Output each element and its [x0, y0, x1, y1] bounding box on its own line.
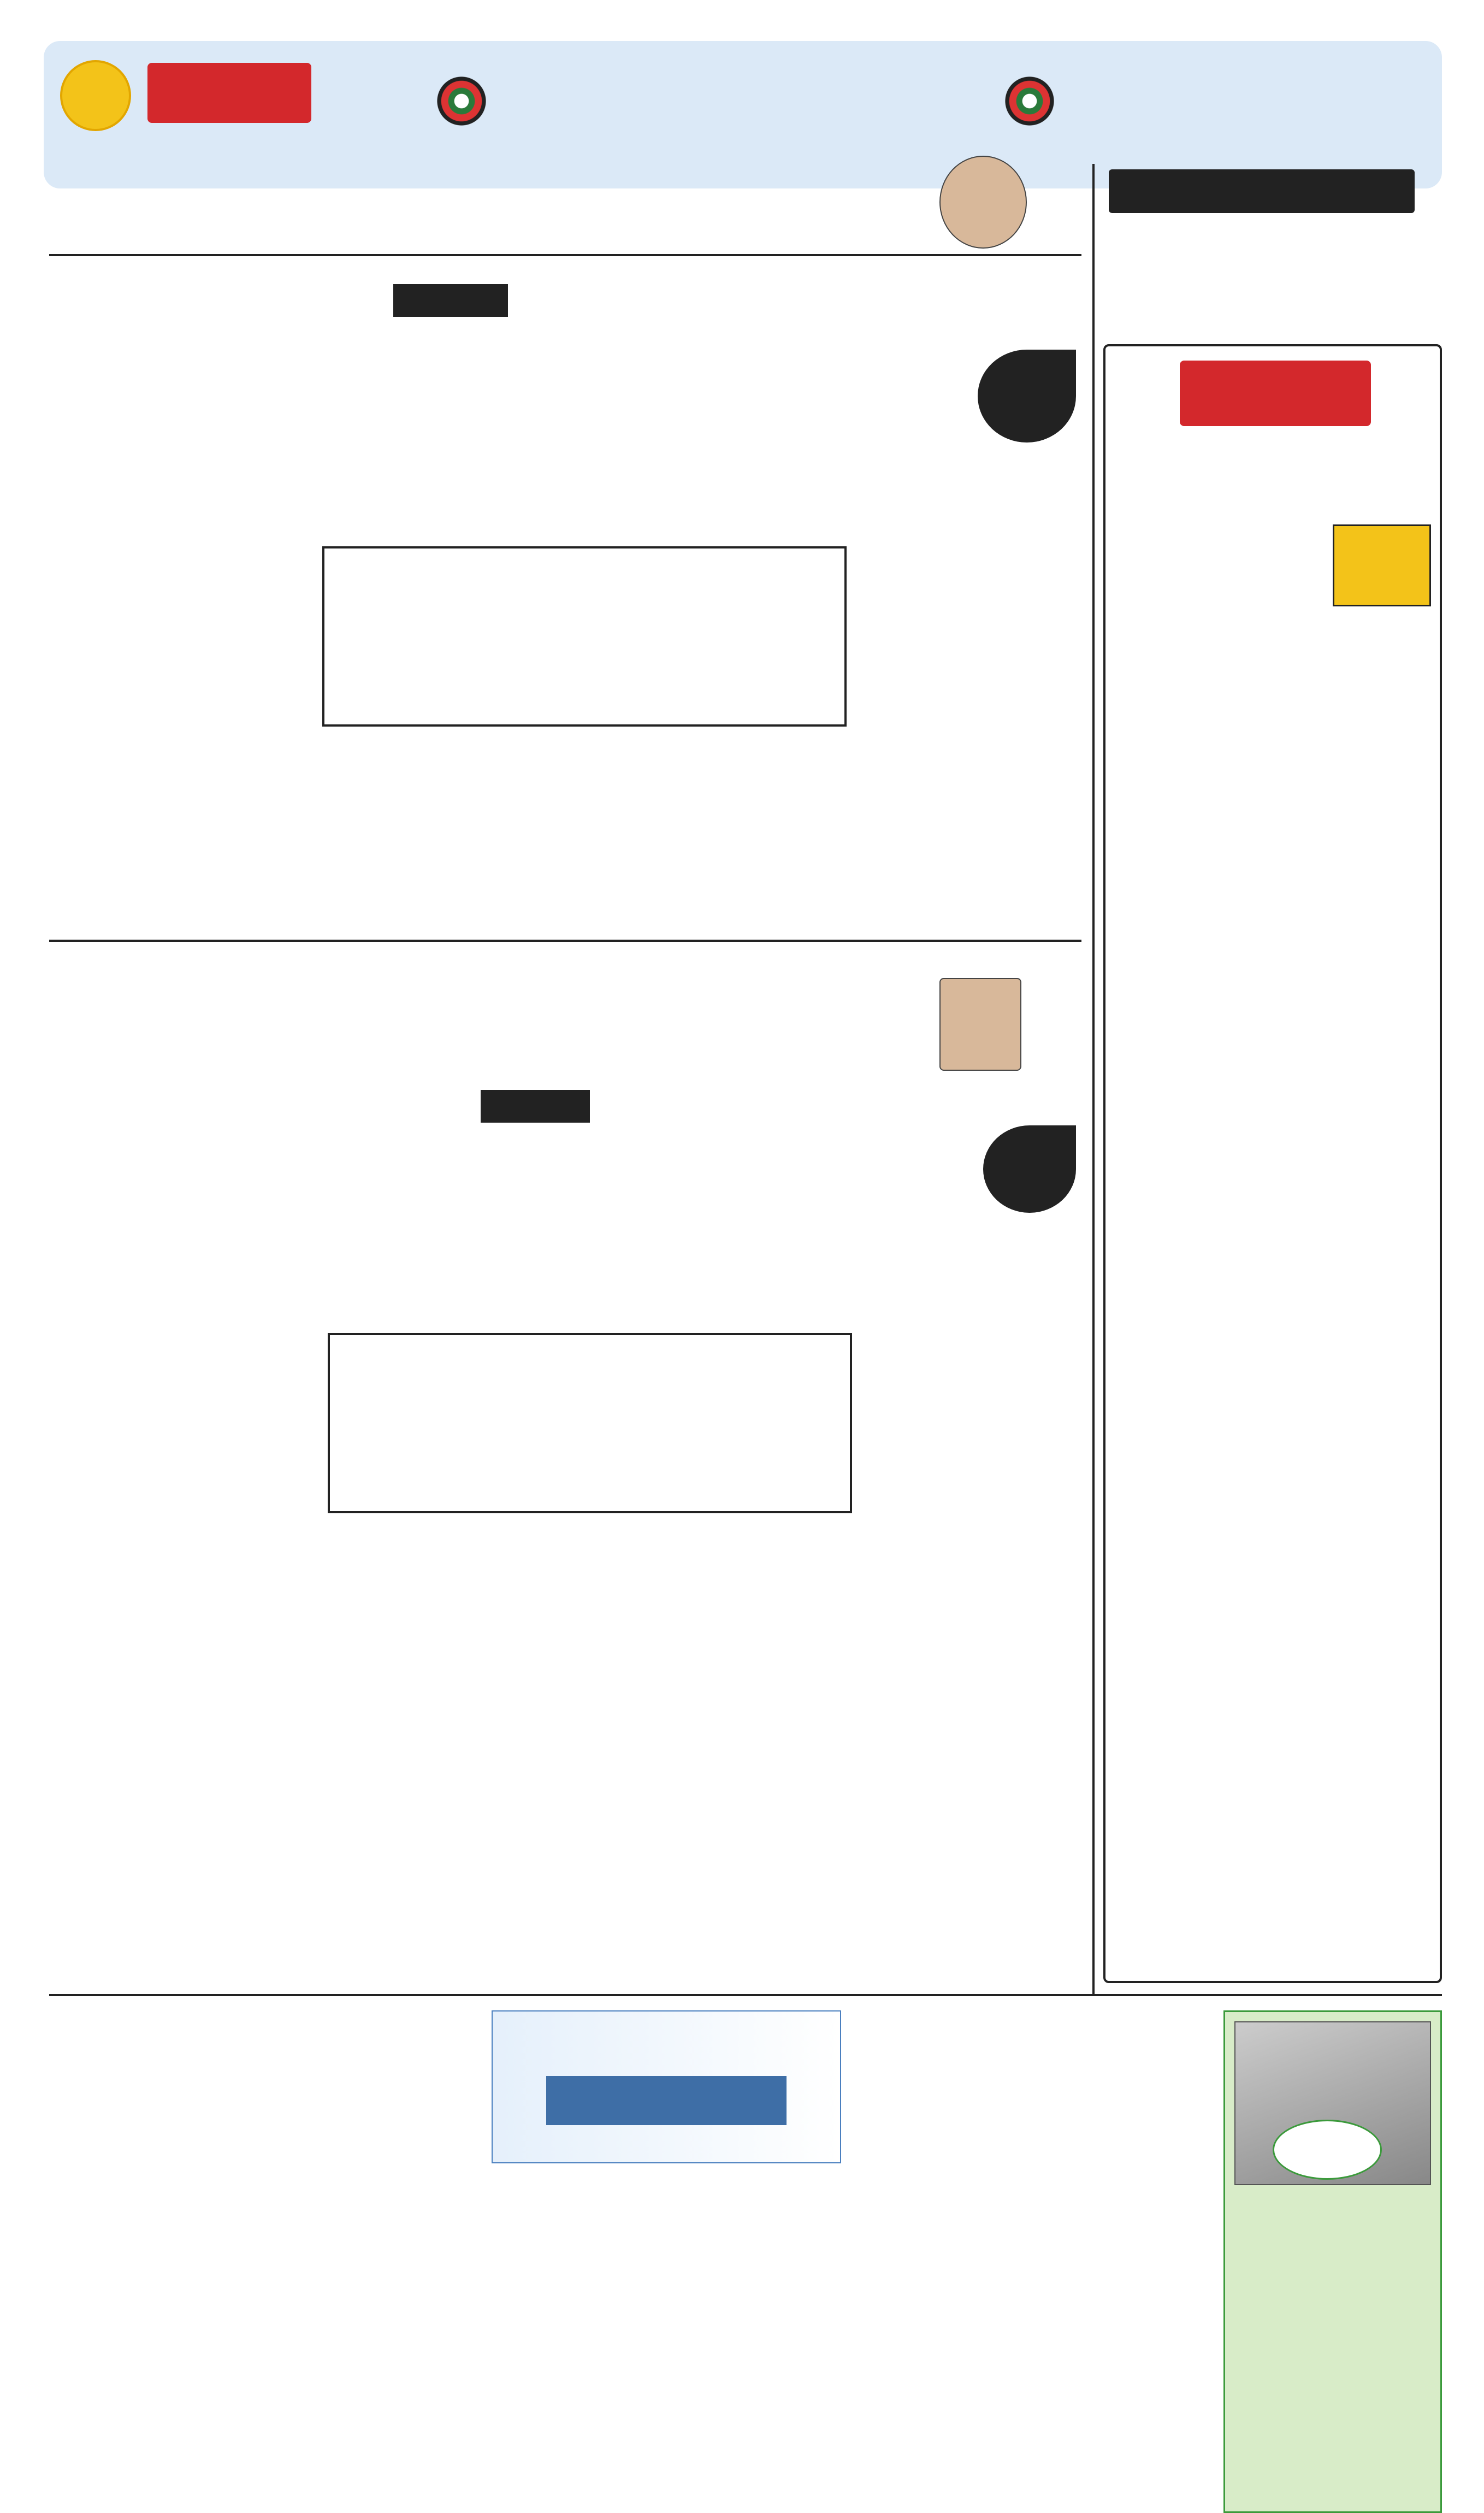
islam-text [863, 2049, 1213, 2442]
article-column [841, 1125, 1081, 1989]
letters-text [492, 2191, 841, 2278]
column-tag [481, 1090, 590, 1123]
quotes-title [1109, 169, 1415, 213]
author-photo [939, 978, 1021, 1071]
sidebar-logo [1180, 361, 1371, 426]
masthead-logo [147, 63, 311, 123]
column-tag [393, 284, 508, 317]
divider [49, 1994, 1442, 1996]
poetry-title [1273, 2120, 1382, 2180]
flower-emblem-icon [426, 66, 497, 137]
article-column [328, 1131, 590, 1989]
pull-quote [328, 1333, 852, 1513]
article-column [49, 273, 322, 885]
letters-title [546, 2076, 787, 2125]
pull-quote [322, 546, 847, 727]
divider [49, 254, 1081, 256]
flower-emblem-icon [994, 66, 1065, 137]
author-photo [939, 156, 1027, 249]
article-column [49, 1071, 317, 1989]
divider [49, 940, 1081, 942]
article-column [606, 1071, 830, 1989]
page-number-badge [60, 60, 131, 131]
sidebar-editorial-text [1114, 524, 1431, 1923]
letters-text-2 [49, 2010, 481, 2240]
article-column [852, 273, 1081, 885]
column-divider [1092, 164, 1095, 1994]
